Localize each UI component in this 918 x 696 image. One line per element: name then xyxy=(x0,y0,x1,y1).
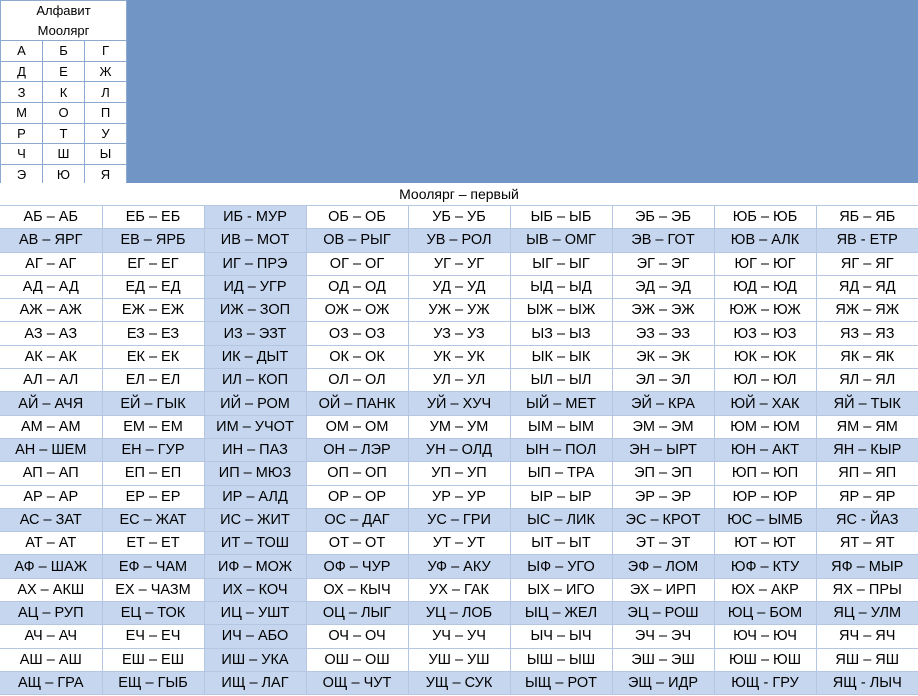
table-cell: ИД – УГР xyxy=(204,275,306,298)
alphabet-letter: Т xyxy=(43,123,85,144)
table-cell: ОБ – ОБ xyxy=(306,206,408,229)
table-cell: ЫК – ЫК xyxy=(510,345,612,368)
table-cell: ЫЗ – ЫЗ xyxy=(510,322,612,345)
table-row xyxy=(0,392,918,415)
alphabet-letter: А xyxy=(1,41,43,62)
alphabet-letter: Ж xyxy=(85,61,127,82)
table-cell: ЫЩ – РОТ xyxy=(510,671,612,694)
table-cell: УТ – УТ xyxy=(408,532,510,555)
table-cell: АШ – АШ xyxy=(0,648,102,671)
table-cell: ЭЙ – КРА xyxy=(612,392,714,415)
table-cell: УС – ГРИ xyxy=(408,508,510,531)
table-cell: ЫХ – ИГО xyxy=(510,578,612,601)
table-cell: АМ – АМ xyxy=(0,415,102,438)
table-cell: ОР – ОР xyxy=(306,485,408,508)
table-cell: ЭЖ – ЭЖ xyxy=(612,299,714,322)
table-cell: ЭН – ЫРТ xyxy=(612,438,714,461)
table-cell: ЕЧ – ЕЧ xyxy=(102,625,204,648)
cipher-table xyxy=(0,206,918,695)
table-cell: ОШ – ОШ xyxy=(306,648,408,671)
table-cell: ЭЩ – ИДР xyxy=(612,671,714,694)
table-cell: ЫФ – УГО xyxy=(510,555,612,578)
alphabet-row xyxy=(1,144,127,165)
table-cell: УН – ОЛД xyxy=(408,438,510,461)
table-cell: ЯД – ЯД xyxy=(816,275,918,298)
table-cell: ЯП – ЯП xyxy=(816,462,918,485)
table-cell: АЛ – АЛ xyxy=(0,369,102,392)
table-cell: ЮЦ – БОМ xyxy=(714,602,816,625)
table-cell: УП – УП xyxy=(408,462,510,485)
table-cell: ИС – ЖИТ xyxy=(204,508,306,531)
table-cell: ЫТ – ЫТ xyxy=(510,532,612,555)
table-cell: ЕГ – ЕГ xyxy=(102,252,204,275)
table-cell: ЕЩ – ГЫБ xyxy=(102,671,204,694)
table-cell: УЩ – СУК xyxy=(408,671,510,694)
table-cell: ЭВ – ГОТ xyxy=(612,229,714,252)
table-cell: ЯЦ – УЛМ xyxy=(816,602,918,625)
table-cell: ЕР – ЕР xyxy=(102,485,204,508)
table-cell: ОГ – ОГ xyxy=(306,252,408,275)
table-cell: ЫС – ЛИК xyxy=(510,508,612,531)
table-cell: ЭД – ЭД xyxy=(612,275,714,298)
table-row xyxy=(0,299,918,322)
table-cell: УШ – УШ xyxy=(408,648,510,671)
alphabet-letter: Ш xyxy=(43,144,85,165)
table-cell: ОД – ОД xyxy=(306,275,408,298)
table-cell: ЮЖ – ЮЖ xyxy=(714,299,816,322)
table-cell: ЕЗ – ЕЗ xyxy=(102,322,204,345)
table-cell: АВ – ЯРГ xyxy=(0,229,102,252)
table-cell: УХ – ГАК xyxy=(408,578,510,601)
table-cell: УД – УД xyxy=(408,275,510,298)
alphabet-letter: О xyxy=(43,102,85,123)
table-cell: УЛ – УЛ xyxy=(408,369,510,392)
table-cell: ЕД – ЕД xyxy=(102,275,204,298)
table-cell: УЖ – УЖ xyxy=(408,299,510,322)
table-cell: ЫЧ – ЫЧ xyxy=(510,625,612,648)
table-cell: ЮТ – ЮТ xyxy=(714,532,816,555)
table-cell: УЧ – УЧ xyxy=(408,625,510,648)
table-cell: УЦ – ЛОБ xyxy=(408,602,510,625)
table-cell: ЮХ – АКР xyxy=(714,578,816,601)
blue-background xyxy=(0,0,918,183)
alphabet-row xyxy=(1,41,127,62)
table-cell: ЮФ – КТУ xyxy=(714,555,816,578)
table-cell: ЫШ – ЫШ xyxy=(510,648,612,671)
table-row xyxy=(0,322,918,345)
table-cell: ИР – АЛД xyxy=(204,485,306,508)
table-cell: ЕН – ГУР xyxy=(102,438,204,461)
table-row xyxy=(0,625,918,648)
table-cell: ИГ – ПРЭ xyxy=(204,252,306,275)
table-cell: ЫР – ЫР xyxy=(510,485,612,508)
table-row xyxy=(0,369,918,392)
alphabet-title-line1: Алфавит xyxy=(1,1,127,21)
alphabet-row xyxy=(1,102,127,123)
table-row xyxy=(0,438,918,461)
table-cell: ЕЖ – ЕЖ xyxy=(102,299,204,322)
alphabet-row xyxy=(1,82,127,103)
table-cell: ЫВ – ОМГ xyxy=(510,229,612,252)
table-cell: ЫБ – ЫБ xyxy=(510,206,612,229)
alphabet-row xyxy=(1,61,127,82)
table-cell: ОК – ОК xyxy=(306,345,408,368)
alphabet-title-line2: Моолярг xyxy=(1,21,127,41)
table-row xyxy=(0,648,918,671)
table-cell: ИЧ – АБО xyxy=(204,625,306,648)
alphabet-letter: К xyxy=(43,82,85,103)
table-cell: ЮР – ЮР xyxy=(714,485,816,508)
table-cell: ЭЦ – РОШ xyxy=(612,602,714,625)
table-cell: УФ – АКУ xyxy=(408,555,510,578)
table-cell: ЯЙ – ТЫК xyxy=(816,392,918,415)
table-cell: ОМ – ОМ xyxy=(306,415,408,438)
table-cell: АЖ – АЖ xyxy=(0,299,102,322)
table-cell: АД – АД xyxy=(0,275,102,298)
table-cell: ЮЩ - ГРУ xyxy=(714,671,816,694)
table-cell: УВ – РОЛ xyxy=(408,229,510,252)
table-cell: ЭС – КРОТ xyxy=(612,508,714,531)
main-title: Моолярг – первый xyxy=(0,183,918,206)
table-cell: ЫД – ЫД xyxy=(510,275,612,298)
table-cell: АС – ЗАТ xyxy=(0,508,102,531)
alphabet-letter: Г xyxy=(85,41,127,62)
alphabet-letter: Е xyxy=(43,61,85,82)
table-cell: УБ – УБ xyxy=(408,206,510,229)
alphabet-letter: Я xyxy=(85,164,127,185)
table-cell: ЮК – ЮК xyxy=(714,345,816,368)
table-cell: ОЩ – ЧУТ xyxy=(306,671,408,694)
table-cell: ИЗ – ЭЗТ xyxy=(204,322,306,345)
table-cell: ИТ – ТОШ xyxy=(204,532,306,555)
table-row xyxy=(0,252,918,275)
table-cell: ЫП – ТРА xyxy=(510,462,612,485)
table-cell: ЕЙ – ГЫК xyxy=(102,392,204,415)
table-cell: ЯМ – ЯМ xyxy=(816,415,918,438)
table-cell: АЩ – ГРА xyxy=(0,671,102,694)
table-cell: ЮЛ – ЮЛ xyxy=(714,369,816,392)
table-cell: ЕХ – ЧАЗМ xyxy=(102,578,204,601)
table-cell: ЯХ – ПРЫ xyxy=(816,578,918,601)
alphabet-row xyxy=(1,164,127,185)
table-cell: ОС – ДАГ xyxy=(306,508,408,531)
table-cell: ИХ – КОЧ xyxy=(204,578,306,601)
table-cell: ЕШ – ЕШ xyxy=(102,648,204,671)
table-row xyxy=(0,602,918,625)
table-cell: АГ – АГ xyxy=(0,252,102,275)
table-cell: ЕЛ – ЕЛ xyxy=(102,369,204,392)
table-row xyxy=(0,275,918,298)
table-cell: ЯЧ – ЯЧ xyxy=(816,625,918,648)
table-cell: ЭЧ – ЭЧ xyxy=(612,625,714,648)
table-cell: ОЖ – ОЖ xyxy=(306,299,408,322)
table-cell: ОН – ЛЭР xyxy=(306,438,408,461)
alphabet-letter: Р xyxy=(1,123,43,144)
table-cell: ИФ – МОЖ xyxy=(204,555,306,578)
table-cell: АТ – АТ xyxy=(0,532,102,555)
table-row xyxy=(0,671,918,694)
table-cell: ЫЙ – МЕТ xyxy=(510,392,612,415)
table-cell: ЭМ – ЭМ xyxy=(612,415,714,438)
table-cell: ЭШ – ЭШ xyxy=(612,648,714,671)
table-cell: ОВ – РЫГ xyxy=(306,229,408,252)
table-cell: ЮС – ЫМБ xyxy=(714,508,816,531)
table-cell: ИЙ – РОМ xyxy=(204,392,306,415)
table-row xyxy=(0,462,918,485)
alphabet-table xyxy=(0,0,127,185)
table-cell: УМ – УМ xyxy=(408,415,510,438)
table-cell: ЮЗ – ЮЗ xyxy=(714,322,816,345)
table-row xyxy=(0,206,918,229)
table-cell: ЕБ – ЕБ xyxy=(102,206,204,229)
table-cell: ОЙ – ПАНК xyxy=(306,392,408,415)
alphabet-title-row xyxy=(1,21,127,41)
table-cell: ЯЗ – ЯЗ xyxy=(816,322,918,345)
table-cell: ОЧ – ОЧ xyxy=(306,625,408,648)
table-cell: АП – АП xyxy=(0,462,102,485)
table-cell: ИВ – МОТ xyxy=(204,229,306,252)
table-cell: ОТ – ОТ xyxy=(306,532,408,555)
table-cell: ЭК – ЭК xyxy=(612,345,714,368)
table-row xyxy=(0,345,918,368)
table-cell: ЮД – ЮД xyxy=(714,275,816,298)
table-cell: АЧ – АЧ xyxy=(0,625,102,648)
table-cell: ЯФ – МЫР xyxy=(816,555,918,578)
table-cell: УЗ – УЗ xyxy=(408,322,510,345)
table-cell: ЯЖ – ЯЖ xyxy=(816,299,918,322)
alphabet-letter: З xyxy=(1,82,43,103)
table-cell: ЯГ – ЯГ xyxy=(816,252,918,275)
table-cell: УР – УР xyxy=(408,485,510,508)
table-cell: УЙ – ХУЧ xyxy=(408,392,510,415)
table-cell: УК – УК xyxy=(408,345,510,368)
table-cell: АР – АР xyxy=(0,485,102,508)
alphabet-letter: Ч xyxy=(1,144,43,165)
table-cell: ЭЛ – ЭЛ xyxy=(612,369,714,392)
alphabet-letter: У xyxy=(85,123,127,144)
table-cell: ОФ – ЧУР xyxy=(306,555,408,578)
table-cell: ЕЦ – ТОК xyxy=(102,602,204,625)
table-cell: ЮГ – ЮГ xyxy=(714,252,816,275)
table-cell: ИЩ – ЛАГ xyxy=(204,671,306,694)
table-cell: ЫГ – ЫГ xyxy=(510,252,612,275)
table-row xyxy=(0,485,918,508)
table-cell: ЯС - ЙАЗ xyxy=(816,508,918,531)
table-cell: ОЛ – ОЛ xyxy=(306,369,408,392)
table-cell: АЦ – РУП xyxy=(0,602,102,625)
table-row xyxy=(0,415,918,438)
table-cell: ИП – МЮЗ xyxy=(204,462,306,485)
table-cell: ЯН – КЫР xyxy=(816,438,918,461)
table-cell: ЫМ – ЫМ xyxy=(510,415,612,438)
table-cell: ЭГ – ЭГ xyxy=(612,252,714,275)
table-cell: ЫЦ – ЖЕЛ xyxy=(510,602,612,625)
table-cell: ЮБ – ЮБ xyxy=(714,206,816,229)
table-cell: УГ – УГ xyxy=(408,252,510,275)
table-cell: ОХ – КЫЧ xyxy=(306,578,408,601)
alphabet-letter: Ю xyxy=(43,164,85,185)
table-row xyxy=(0,508,918,531)
table-cell: ЭП – ЭП xyxy=(612,462,714,485)
table-cell: ЯШ – ЯШ xyxy=(816,648,918,671)
table-cell: ЕС – ЖАТ xyxy=(102,508,204,531)
table-cell: ОЦ – ЛЫГ xyxy=(306,602,408,625)
alphabet-letter: М xyxy=(1,102,43,123)
table-cell: АФ – ШАЖ xyxy=(0,555,102,578)
alphabet-letter: Д xyxy=(1,61,43,82)
alphabet-title-row xyxy=(1,1,127,21)
table-cell: ЭХ – ИРП xyxy=(612,578,714,601)
table-cell: ЮЧ – ЮЧ xyxy=(714,625,816,648)
table-cell: ЕТ – ЕТ xyxy=(102,532,204,555)
table-cell: ЮН – АКТ xyxy=(714,438,816,461)
table-cell: ЕВ – ЯРБ xyxy=(102,229,204,252)
table-cell: ЯР – ЯР xyxy=(816,485,918,508)
table-cell: ЮП – ЮП xyxy=(714,462,816,485)
table-cell: АБ – АБ xyxy=(0,206,102,229)
table-row xyxy=(0,532,918,555)
table-cell: ЭБ – ЭБ xyxy=(612,206,714,229)
table-row xyxy=(0,578,918,601)
alphabet-letter: Б xyxy=(43,41,85,62)
table-cell: ИК – ДЫТ xyxy=(204,345,306,368)
table-cell: АК – АК xyxy=(0,345,102,368)
table-cell: ЕФ – ЧАМ xyxy=(102,555,204,578)
table-cell: ИБ - МУР xyxy=(204,206,306,229)
alphabet-letter: П xyxy=(85,102,127,123)
table-cell: АЙ – АЧЯ xyxy=(0,392,102,415)
table-cell: ЮМ – ЮМ xyxy=(714,415,816,438)
table-cell: ЫЖ – ЫЖ xyxy=(510,299,612,322)
alphabet-letter: Л xyxy=(85,82,127,103)
table-cell: ЕК – ЕК xyxy=(102,345,204,368)
table-cell: ЭФ – ЛОМ xyxy=(612,555,714,578)
table-row xyxy=(0,555,918,578)
table-cell: ИН – ПАЗ xyxy=(204,438,306,461)
table-cell: АЗ – АЗ xyxy=(0,322,102,345)
table-cell: ЕП – ЕП xyxy=(102,462,204,485)
table-cell: ЮЙ – ХАК xyxy=(714,392,816,415)
table-cell: ЯК – ЯК xyxy=(816,345,918,368)
table-cell: ЭЗ – ЭЗ xyxy=(612,322,714,345)
table-cell: АХ – АКШ xyxy=(0,578,102,601)
table-row xyxy=(0,229,918,252)
alphabet-letter: Э xyxy=(1,164,43,185)
table-cell: ИЖ – ЗОП xyxy=(204,299,306,322)
table-cell: ЯВ - ЕТР xyxy=(816,229,918,252)
table-cell: ЯБ – ЯБ xyxy=(816,206,918,229)
table-cell: ЭР – ЭР xyxy=(612,485,714,508)
table-cell: ЫЛ – ЫЛ xyxy=(510,369,612,392)
alphabet-letter: Ы xyxy=(85,144,127,165)
table-cell: ЮВ – АЛК xyxy=(714,229,816,252)
table-cell: ОП – ОП xyxy=(306,462,408,485)
table-cell: ЯЛ – ЯЛ xyxy=(816,369,918,392)
table-cell: ОЗ – ОЗ xyxy=(306,322,408,345)
table-cell: ЯТ – ЯТ xyxy=(816,532,918,555)
table-cell: ЭТ – ЭТ xyxy=(612,532,714,555)
table-cell: ИЛ – КОП xyxy=(204,369,306,392)
table-cell: ИШ – УКА xyxy=(204,648,306,671)
table-cell: ЯЩ - ЛЫЧ xyxy=(816,671,918,694)
table-cell: АН – ШЕМ xyxy=(0,438,102,461)
table-cell: ЕМ – ЕМ xyxy=(102,415,204,438)
alphabet-row xyxy=(1,123,127,144)
table-cell: ЮШ – ЮШ xyxy=(714,648,816,671)
table-cell: ИЦ – УШТ xyxy=(204,602,306,625)
table-cell: ИМ – УЧОТ xyxy=(204,415,306,438)
table-cell: ЫН – ПОЛ xyxy=(510,438,612,461)
